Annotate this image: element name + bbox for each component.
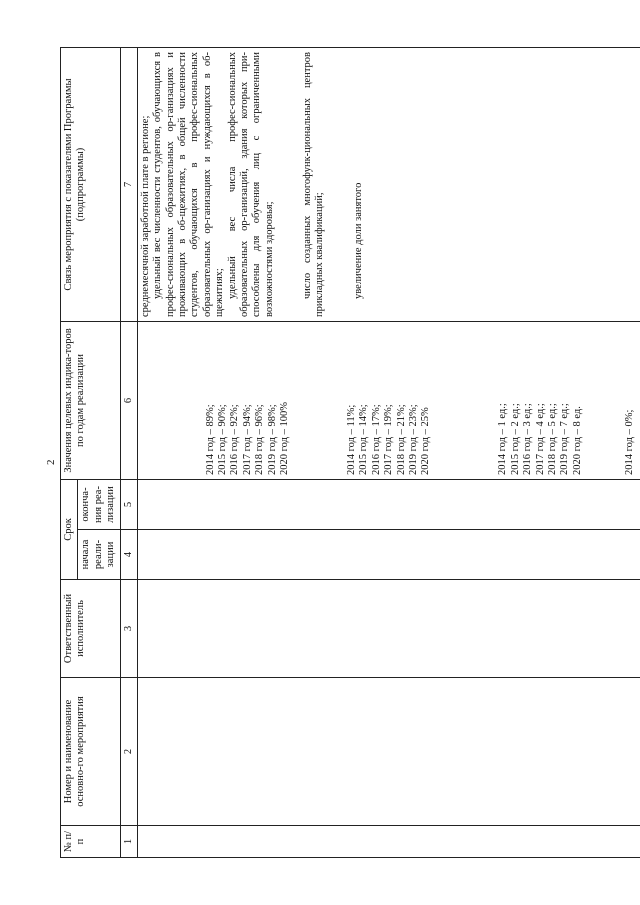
link-para-4: число созданных многофунк-циональных центров прикладных квалификаций;	[302, 51, 326, 317]
column-numbers-row	[120, 47, 137, 857]
col-number: 1	[120, 826, 137, 858]
cell-end	[137, 479, 640, 529]
col-number: 6	[120, 321, 137, 479]
header-end: оконча-ния реа-лизации	[78, 479, 120, 529]
header-term: Срок	[61, 479, 78, 579]
rotated-table-container	[60, 10, 635, 858]
header-row	[61, 47, 78, 857]
indicator-block-4: 2014 год – 0%;	[623, 409, 635, 475]
cell-executor	[137, 580, 640, 678]
header-executor: Ответственный исполнитель	[61, 580, 121, 678]
indicator-block-1: 2014 год – 89%; 2015 год – 90%; 2016 год – 92%; 2017 год – 94%; 2018 год – 96%; 2019 год – 98%; 2020 год – 100%	[204, 402, 290, 475]
header-activity: Номер и наименование основно-го мероприятия	[61, 678, 121, 826]
activities-table	[60, 47, 640, 858]
header-start: начала реали-зации	[78, 530, 120, 580]
col-number: 3	[120, 580, 137, 678]
indicator-block-2: 2014 год – 11%; 2015 год – 14%; 2016 год – 17%; 2017 год – 19%; 2018 год – 21%; 2019 год – 23%; 2020 год – 25%	[346, 404, 432, 475]
link-para-3: удельный вес числа профес-сиональных образовательных ор-ганизаций, здания которых при-способлены для обучения лиц с ограниченными возможностями здоровья;	[226, 51, 275, 317]
link-para-2: удельный вес численности студентов, обучающихся в профес-сиональных образовательных ор-ганизациях и проживающих в об-щежитиях, в общей численности студентов, обучающихся в профес-сиональных образовательных ор-ганизациях и нуждающихся в об-щежитиях;	[152, 51, 226, 317]
page-number: 2	[45, 459, 57, 465]
header-link: Связь мероприятия с показателями Программы (подпрограммы)	[61, 47, 121, 321]
col-number: 2	[120, 678, 137, 826]
cell-indicators	[137, 321, 640, 479]
link-para-1: среднемесячной заработной плате в регионе;	[139, 115, 151, 317]
link-para-5: увеличение доли занятого	[352, 182, 364, 299]
cell-num	[137, 826, 640, 858]
col-number: 5	[120, 479, 137, 529]
table-row	[137, 47, 640, 857]
col-number: 7	[120, 47, 137, 321]
indicator-block-3: 2014 год – 1 ед.; 2015 год – 2 ед.; 2016 год – 3 ед.; 2017 год – 4 ед.; 2018 год – 5 ед.; 2019 год – 7 ед.; 2020 год – 8 ед.	[497, 403, 583, 475]
cell-link	[137, 47, 640, 321]
cell-start	[137, 530, 640, 580]
cell-activity	[137, 678, 640, 826]
header-num: № п/п	[61, 826, 121, 858]
header-indicators: Значения целевых индика-торов по годам реализации	[61, 321, 121, 479]
col-number: 4	[120, 530, 137, 580]
